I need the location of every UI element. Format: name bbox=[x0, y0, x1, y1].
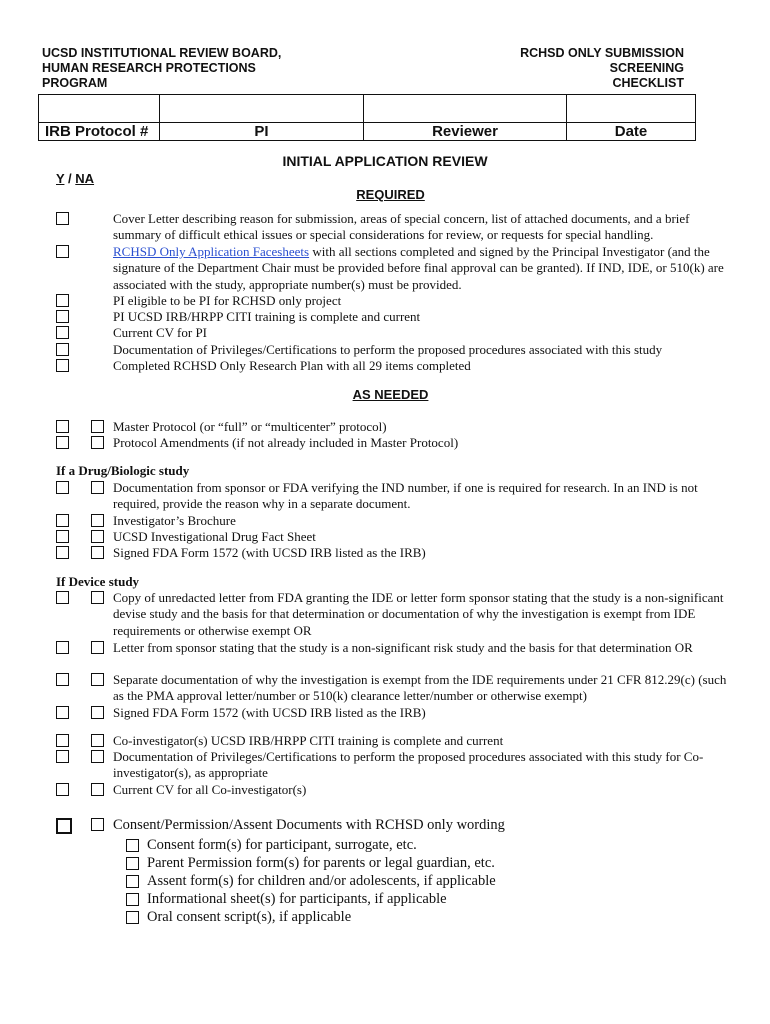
sub-checkbox[interactable] bbox=[126, 911, 139, 924]
item-text: Documentation of Privileges/Certifications to perform the proposed procedures associated with this study for Co-investigator(s), as appropriate bbox=[113, 749, 704, 781]
y-checkbox[interactable] bbox=[56, 436, 69, 449]
header-right bbox=[444, 46, 684, 91]
na-checkbox[interactable] bbox=[91, 420, 104, 433]
sub-checkbox[interactable] bbox=[126, 857, 139, 870]
item-text: Co-investigator(s) UCSD IRB/HRPP CITI training is complete and current bbox=[113, 733, 504, 748]
y-checkbox[interactable] bbox=[56, 359, 69, 372]
header-left-line: UCSD INSTITUTIONAL REVIEW BOARD, bbox=[42, 46, 282, 60]
item-text: PI UCSD IRB/HRPP CITI training is complete and current bbox=[113, 309, 421, 324]
na-checkbox[interactable] bbox=[91, 481, 104, 494]
y-label: Y bbox=[56, 171, 65, 186]
y-checkbox[interactable] bbox=[56, 212, 69, 225]
header-left-line: HUMAN RESEARCH PROTECTIONS bbox=[42, 61, 256, 75]
header-left bbox=[42, 46, 342, 91]
y-na-heading bbox=[56, 171, 94, 186]
y-checkbox[interactable] bbox=[56, 591, 69, 604]
item-text bbox=[113, 244, 733, 293]
sub-checkbox[interactable] bbox=[126, 893, 139, 906]
date-field[interactable] bbox=[567, 95, 696, 123]
item-text: Signed FDA Form 1572 (with UCSD IRB listed as the IRB) bbox=[113, 545, 426, 560]
sub-checkbox[interactable] bbox=[126, 875, 139, 888]
sub-item-text: Informational sheet(s) for participants, if applicable bbox=[147, 891, 447, 907]
na-checkbox[interactable] bbox=[91, 641, 104, 654]
item-text: Current CV for all Co-investigator(s) bbox=[113, 782, 307, 797]
y-checkbox[interactable] bbox=[56, 673, 69, 686]
y-checkbox[interactable] bbox=[56, 546, 69, 559]
item-text-rest: with all sections completed and signed by the Principal Investigator (and the signature of the Department Chair must be provided before final approval can be granted). If IND, IDE, or 510(k) are associated with the study, appropriate number(s) must be provided. bbox=[113, 244, 724, 292]
reviewer-label: Reviewer bbox=[364, 123, 567, 141]
header-right-line: CHECKLIST bbox=[612, 76, 684, 90]
y-checkbox[interactable] bbox=[56, 326, 69, 339]
na-checkbox[interactable] bbox=[91, 530, 104, 543]
y-checkbox[interactable] bbox=[56, 750, 69, 763]
na-checkbox[interactable] bbox=[91, 783, 104, 796]
item-text: Consent/Permission/Assent Documents with RCHSD only wording bbox=[113, 817, 505, 833]
na-checkbox[interactable] bbox=[91, 591, 104, 604]
header-left-line: PROGRAM bbox=[42, 76, 108, 90]
sub-item-text: Oral consent script(s), if applicable bbox=[147, 909, 352, 925]
item-text: Letter from sponsor stating that the study is a non-significant risk study and the basis for that determination OR bbox=[113, 640, 693, 655]
device-heading: If Device study bbox=[56, 574, 140, 589]
as-needed-heading: AS NEEDED bbox=[352, 387, 429, 402]
item-text: Documentation of Privileges/Certifications to perform the proposed procedures associated with this study bbox=[113, 342, 663, 357]
item-text: Documentation from sponsor or FDA verifying the IND number, if one is required for research. In an IND is not required, provide the reason why in a separate document. bbox=[113, 480, 698, 512]
y-checkbox[interactable] bbox=[56, 530, 69, 543]
irb-protocol-field[interactable] bbox=[39, 95, 160, 123]
na-checkbox[interactable] bbox=[91, 514, 104, 527]
sub-checkbox[interactable] bbox=[126, 839, 139, 852]
page-title: INITIAL APPLICATION REVIEW bbox=[282, 153, 488, 169]
na-checkbox[interactable] bbox=[91, 673, 104, 686]
header-right-line: RCHSD ONLY SUBMISSION bbox=[520, 46, 684, 60]
sub-item-text: Parent Permission form(s) for parents or legal guardian, etc. bbox=[147, 855, 495, 871]
protocol-info-table bbox=[38, 94, 696, 141]
item-text: Signed FDA Form 1572 (with UCSD IRB listed as the IRB) bbox=[113, 705, 426, 720]
item-text: Master Protocol (or “full” or “multicenter” protocol) bbox=[113, 419, 387, 434]
y-checkbox[interactable] bbox=[56, 310, 69, 323]
item-text: PI eligible to be PI for RCHSD only project bbox=[113, 293, 342, 308]
y-checkbox[interactable] bbox=[56, 245, 69, 258]
required-heading: REQUIRED bbox=[356, 187, 425, 202]
na-checkbox[interactable] bbox=[91, 436, 104, 449]
date-label: Date bbox=[567, 123, 696, 141]
y-checkbox[interactable] bbox=[56, 514, 69, 527]
y-checkbox[interactable] bbox=[56, 294, 69, 307]
y-checkbox[interactable] bbox=[56, 481, 69, 494]
facesheet-link[interactable]: RCHSD Only Application Facesheets bbox=[113, 244, 310, 259]
na-checkbox[interactable] bbox=[91, 546, 104, 559]
item-text: Separate documentation of why the investigation is exempt from the IDE requirements under 21 CFR 812.29(c) (such as the PMA approval letter/number or 510(k) clearance letter/number or otherwise exempt) bbox=[113, 672, 727, 704]
item-text: Investigator’s Brochure bbox=[113, 513, 236, 528]
na-checkbox[interactable] bbox=[91, 750, 104, 763]
y-checkbox[interactable] bbox=[56, 734, 69, 747]
y-na-separator: / bbox=[64, 171, 76, 186]
na-checkbox[interactable] bbox=[91, 734, 104, 747]
na-checkbox[interactable] bbox=[91, 818, 104, 831]
pi-field[interactable] bbox=[160, 95, 364, 123]
reviewer-field[interactable] bbox=[364, 95, 567, 123]
sub-item-text: Consent form(s) for participant, surrogate, etc. bbox=[147, 837, 417, 853]
y-checkbox[interactable] bbox=[56, 818, 72, 834]
y-checkbox[interactable] bbox=[56, 706, 69, 719]
drug-heading: If a Drug/Biologic study bbox=[56, 463, 190, 478]
pi-label: PI bbox=[160, 123, 364, 141]
y-checkbox[interactable] bbox=[56, 420, 69, 433]
y-checkbox[interactable] bbox=[56, 641, 69, 654]
y-checkbox[interactable] bbox=[56, 343, 69, 356]
header-right-line: SCREENING bbox=[609, 61, 684, 75]
item-text: Cover Letter describing reason for submission, areas of special concern, list of attached documents, and a brief summary of difficult ethical issues or special considerations for review, or requests for special handling. bbox=[113, 211, 690, 243]
item-text: Copy of unredacted letter from FDA granting the IDE or letter form sponsor stating that the study is a non-significant devise study and the basis for that determination or documentation of why the investigation is exempt from IDE requirements or otherwise exempt OR bbox=[113, 590, 724, 638]
item-text: Completed RCHSD Only Research Plan with all 29 items completed bbox=[113, 358, 471, 373]
na-label: NA bbox=[75, 171, 95, 186]
na-checkbox[interactable] bbox=[91, 706, 104, 719]
sub-item-text: Assent form(s) for children and/or adolescents, if applicable bbox=[147, 873, 496, 889]
irb-protocol-label: IRB Protocol # bbox=[39, 123, 160, 141]
item-text: Protocol Amendments (if not already included in Master Protocol) bbox=[113, 435, 459, 450]
item-text: Current CV for PI bbox=[113, 325, 208, 340]
item-text: UCSD Investigational Drug Fact Sheet bbox=[113, 529, 316, 544]
y-checkbox[interactable] bbox=[56, 783, 69, 796]
